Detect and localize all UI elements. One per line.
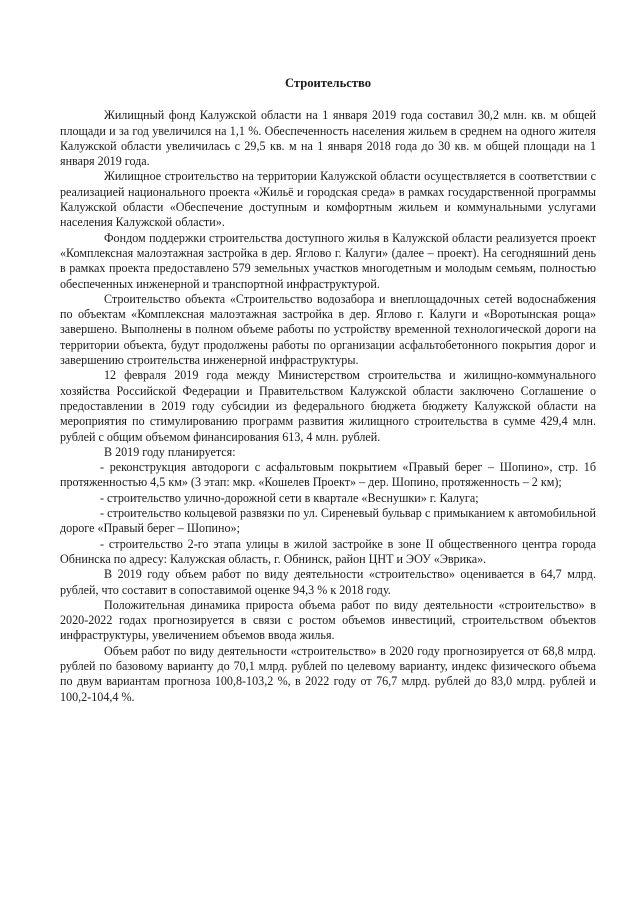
list-item-obninsk-street: - строительство 2-го этапа улицы в жилой застройке в зоне II общественного центра города Обнинска по адресу: Калужская область, г. Обнинск, район ЦНТ и ЭОУ «Эврика».	[60, 536, 596, 566]
list-item-vesnushki-roads: - строительство улично-дорожной сети в квартале «Веснушки» г. Калуга;	[100, 490, 479, 505]
paragraph-yaglovo-project: Фондом поддержки строительства доступного жилья в Калужской области реализуется проект «Комплексная малоэтажная застройка в дер. Яглово г. Калуги» (далее – проект). На сегодняшний день в рамках проекта предоставлено 579 земельных участков многодетным и молодым семьям, полностью обеспеченных инженерной и транспортной инфраструктурой.	[60, 230, 596, 291]
list-item-roundabout: - строительство кольцевой развязки по ул. Сиреневый бульвар с примыканием к автомобильной дороге «Правый берег – Шопино»;	[60, 506, 596, 536]
paragraph-water-supply: Строительство объекта «Строительство водозабора и внеплощадочных сетей водоснабжения по объектам «Комплексная малоэтажная застройка в дер. Яглово г. Калуги и «Воротынская роща» завершено. Выполнены в полном объеме работы по устройству временной технологической дороги на территории объекта, будут продолжены работы по организации асфальтобетонного покрытия дорог и завершению строительства инженерной инфраструктуры.	[60, 291, 596, 368]
paragraph-national-project: Жилищное строительство на территории Калужской области осуществляется в соответствии с реализацией национального проекта «Жильё и городская среда» в рамках государственной программы Калужской области «Обеспечение доступным и комфортным жильем и коммунальными услугами населения Калужской области».	[60, 169, 596, 230]
paragraph-positive-dynamics: Положительная динамика прироста объема работ по виду деятельности «строительство» в 2020-2022 годах прогнозируется в связи с ростом объемов инвестиций, строительством объектов инфраструктуры, увеличением объемов ввода жилья.	[60, 597, 596, 643]
paragraph-2020-forecast: Объем работ по виду деятельности «строительство» в 2020 году прогнозируется от 68,8 млрд. рублей по базовому варианту до 70,1 млрд. рублей по целевому варианту, индекс физического объема по двум вариантам прогноза 100,8-103,2 %, в 2022 году от 76,7 млрд. рублей до 83,0 млрд. рублей и 100,2-104,4 %.	[60, 643, 596, 704]
paragraph-subsidy-agreement: 12 февраля 2019 года между Министерством строительства и жилищно-коммунального хозяйства Российской Федерации и Правительством Калужской области заключено Соглашение о предоставлении в 2019 году субсидии из федерального бюджета бюджету Калужской области на мероприятия по стимулированию программ развития жилищного строительства в сумме 429,4 млн. рублей с общим объемом финансирования 613, 4 млн. рублей.	[60, 368, 596, 444]
paragraph-2019-volume: В 2019 году объем работ по виду деятельности «строительство» оценивается в 64,7 млрд. рублей, что составит в сопоставимой оценке 94,3 % к 2018 году.	[60, 567, 596, 597]
paragraph-plans-intro: В 2019 году планируется:	[104, 444, 236, 459]
document-title: Строительство	[284, 76, 372, 90]
paragraph-housing-stock: Жилищный фонд Калужской области на 1 января 2019 года составил 30,2 млн. кв. м общей площади и за год увеличился на 1,1 %. Обеспеченность населения жильем в среднем на одного жителя Калужской области увеличилась с 29,5 кв. м на 1 января 2018 года до 30 кв. м общей площади на 1 января 2019 года.	[60, 108, 596, 169]
list-item-road-reconstruction: - реконструкция автодороги с асфальтовым покрытием «Правый берег – Шопино», стр. 1б протяженностью 4,5 км» (3 этап: мкр. «Кошелев Проект» – дер. Шопино, протяженность – 2 км);	[60, 460, 596, 490]
